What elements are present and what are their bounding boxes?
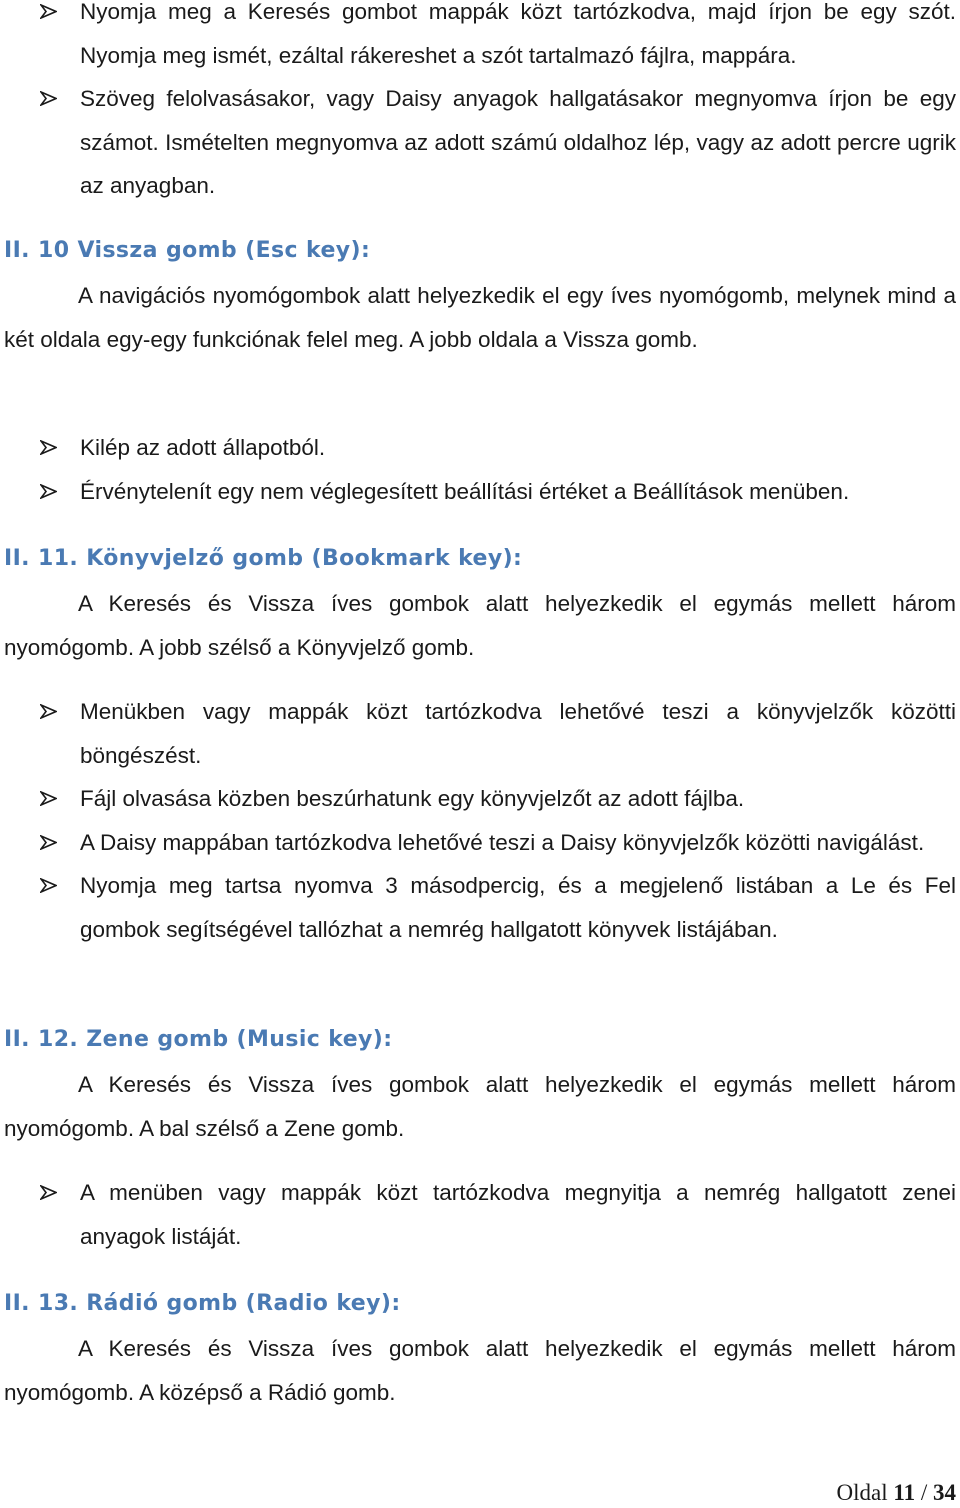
list-item — [40, 0, 956, 77]
section-paragraph: A navigációs nyomógombok alatt helyezkedik el egy íves nyomógomb, melynek mind a két oldala egy-egy funkciónak felel meg. A jobb oldala a Vissza gomb. — [4, 283, 956, 352]
list-item — [40, 777, 956, 821]
bullet-text: A menüben vagy mappák közt tartózkodva megnyitja a nemrég hallgatott zenei anyagok listáját. — [80, 1180, 956, 1249]
list-item — [40, 864, 956, 951]
list-item — [40, 77, 956, 208]
bullet-text: Menükben vagy mappák közt tartózkodva lehetővé teszi a könyvjelzők közötti böngészést. — [80, 699, 956, 768]
list-item — [40, 821, 956, 865]
bullet-list — [40, 1171, 956, 1258]
arrowhead-bullet-icon — [40, 835, 57, 850]
current-page: 11 — [893, 1480, 916, 1505]
arrowhead-bullet-icon — [40, 4, 57, 19]
bullet-list — [40, 690, 956, 951]
arrowhead-bullet-icon — [40, 484, 57, 499]
total-pages: 34 — [933, 1480, 956, 1505]
section-heading: II. 13. Rádió gomb (Radio key): — [4, 1291, 401, 1316]
arrowhead-bullet-icon — [40, 440, 57, 455]
list-item — [40, 690, 956, 777]
bullet-text: Fájl olvasása közben beszúrhatunk egy könyvjelzőt az adott fájlba. — [80, 786, 745, 811]
section-paragraph: A Keresés és Vissza íves gombok alatt helyezkedik el egymás mellett három nyomógomb. A középső a Rádió gomb. — [4, 1336, 956, 1405]
page-separator: / — [920, 1480, 928, 1505]
bullet-text: Szöveg felolvasásakor, vagy Daisy anyagok hallgatásakor megnyomva írjon be egy számot. Ismételten megnyomva az adott számú oldalhoz lép, vagy az adott percre ugrik az anyagban. — [80, 86, 956, 198]
bullet-text: Nyomja meg tartsa nyomva 3 másodpercig, és a megjelenő listában a Le és Fel gombok segítségével tallózhat a nemrég hallgatott könyvek listájában. — [80, 873, 956, 942]
section-paragraph: A Keresés és Vissza íves gombok alatt helyezkedik el egymás mellett három nyomógomb. A jobb szélső a Könyvjelző gomb. — [4, 591, 956, 660]
arrowhead-bullet-icon — [40, 878, 57, 893]
list-item — [40, 1171, 956, 1258]
bullet-list — [40, 426, 956, 513]
list-item — [40, 470, 956, 514]
section-heading: II. 10 Vissza gomb (Esc key): — [4, 238, 371, 263]
section-heading: II. 11. Könyvjelző gomb (Bookmark key): — [4, 546, 523, 571]
page-label: Oldal — [836, 1480, 888, 1505]
list-item — [40, 426, 956, 470]
arrowhead-bullet-icon — [40, 791, 57, 806]
section-paragraph: A Keresés és Vissza íves gombok alatt helyezkedik el egymás mellett három nyomógomb. A bal szélső a Zene gomb. — [4, 1072, 956, 1141]
bullet-text: Érvénytelenít egy nem véglegesített beállítási értéket a Beállítások menüben. — [80, 478, 850, 504]
bullet-text: Nyomja meg a Keresés gombot mappák közt tartózkodva, majd írjon be egy szót. Nyomja meg ismét, ezáltal rákereshet a szót tartalmazó fájlra, mappára. — [80, 0, 956, 68]
bullet-list-top — [40, 0, 956, 208]
arrowhead-bullet-icon — [40, 91, 57, 106]
arrowhead-bullet-icon — [40, 1185, 57, 1200]
bullet-text: Kilép az adott állapotból. — [80, 435, 326, 460]
page-number — [837, 1480, 956, 1506]
arrowhead-bullet-icon — [40, 704, 57, 719]
section-heading: II. 12. Zene gomb (Music key): — [4, 1027, 393, 1052]
bullet-text: A Daisy mappában tartózkodva lehetővé teszi a Daisy könyvjelzők közötti navigálást. — [80, 829, 925, 855]
